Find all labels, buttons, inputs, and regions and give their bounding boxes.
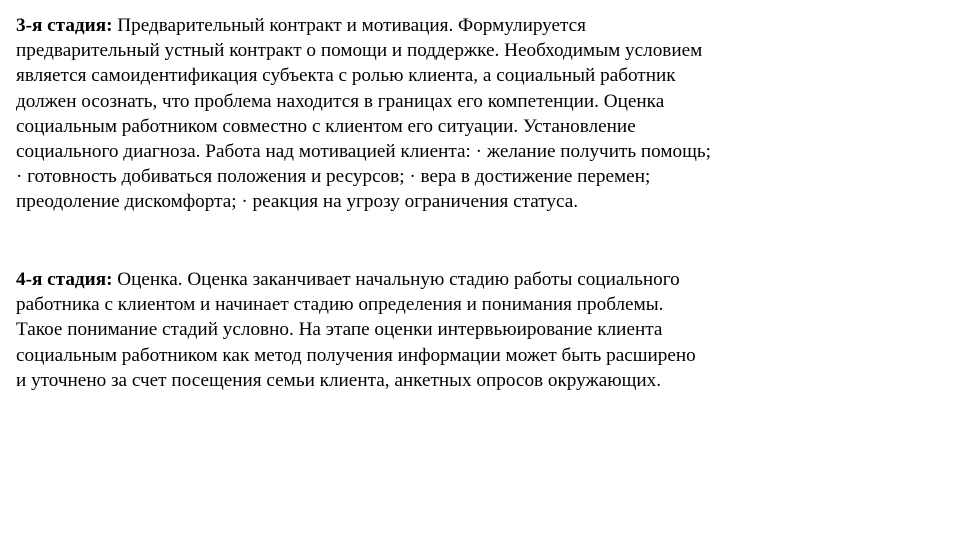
stage-4-paragraph [16,267,916,393]
stage-4-heading: 4-я стадия: [16,269,113,290]
stage-4-line-1-text: Оценка. Оценка заканчивает начальную стадию работы социального [112,269,680,290]
stage-3-paragraph [16,13,916,215]
stage-4-line-3: Такое понимание стадий условно. На этапе оценки интервьюирование клиента [16,319,663,341]
stage-3-line-3: является самоидентификация субъекта с ролью клиента, а социальный работник [16,65,676,87]
stage-4-line-5: и уточнено за счет посещения семьи клиента, анкетных опросов окружающих. [16,369,662,391]
stage-3-line-1-text: Предварительный контракт и мотивация. Формулируется [112,15,586,36]
stage-3-line-1 [16,13,916,38]
stage-4-line-2: работника с клиентом и начинает стадию определения и понимания проблемы. [16,294,664,316]
stage-3-line-7: · готовность добиваться положения и ресурсов; · вера в достижение перемен; [16,166,651,188]
stage-3-line-8: преодоление дискомфорта; · реакция на угрозу ограничения статуса. [16,191,579,213]
stage-3-line-5: социальным работником совместно с клиентом его ситуации. Установление [16,115,636,137]
stage-4-line-4: социальным работником как метод получения информации может быть расширено [16,344,696,366]
stage-4-line-1 [16,267,916,292]
stage-3-heading: 3-я стадия: [16,15,113,36]
stage-3-line-4: должен осознать, что проблема находится в границах его компетенции. Оценка [16,90,665,112]
stage-3-line-6: социального диагноза. Работа над мотивацией клиента: · желание получить помощь; [16,141,711,163]
stage-3-line-2: предварительный устный контракт о помощи и поддержке. Необходимым условием [16,40,703,62]
